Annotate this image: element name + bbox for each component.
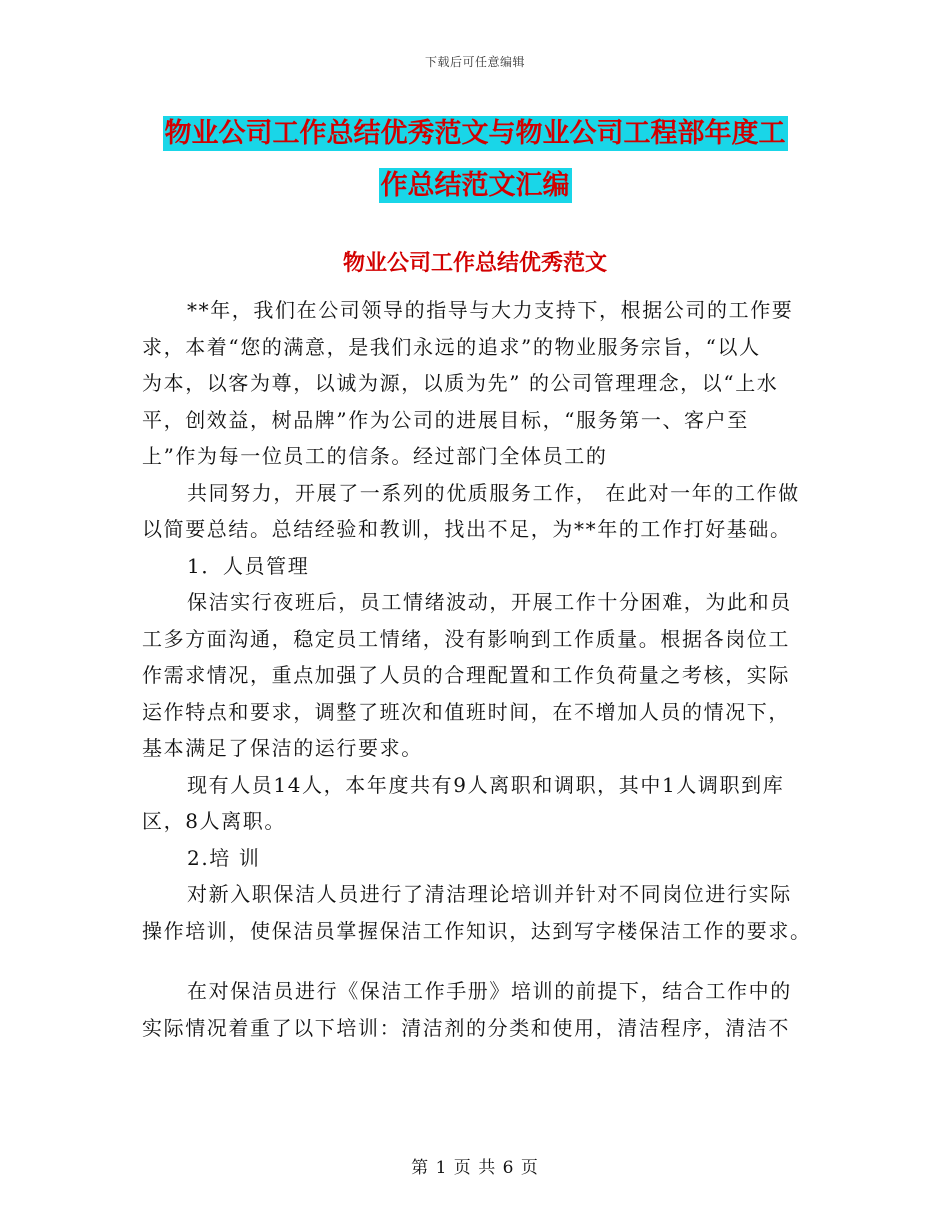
document-title [140, 108, 810, 212]
page-header: 下载后可任意编辑 [424, 55, 525, 69]
document-title-line-2: 作总结范文汇编 [380, 170, 570, 201]
paragraph-line: 区，8人离职。 [142, 809, 286, 833]
document-body [142, 292, 810, 1046]
paragraph-line: 工多方面沟通，稳定员工情绪，没有影响到工作质量。根据各岗位工 [142, 626, 790, 651]
paragraph-line: **年，我们在公司领导的指导与大力支持下，根据公司的工作要 [187, 298, 794, 322]
paragraph-line: 现有人员14人，本年度共有9人离职和调职，其中1人调职到库 [187, 772, 785, 797]
subsection-heading: 2.培 训 [187, 845, 261, 870]
paragraph-line: 保洁实行夜班后，员工情绪波动，开展工作十分困难，为此和员 [187, 590, 792, 614]
paragraph-line: 求，本着“您的满意，是我们永远的追求”的物业服务宗旨，“以人 [142, 334, 761, 359]
paragraph-line: 实际情况着重了以下培训：清洁剂的分类和使用，清洁程序，清洁不 [142, 1015, 790, 1040]
paragraph-line: 以简要总结。总结经验和教训，找出不足，为**年的工作打好基础。 [142, 517, 792, 541]
paragraph-line: 为本，以客为尊，以诚为源，以质为先” 的公司管理理念，以“上水 [142, 371, 779, 395]
paragraph-gap [142, 949, 810, 973]
paragraph-line: 共同努力，开展了一系列的优质服务工作， 在此对一年的工作做 [187, 480, 800, 505]
paragraph-line: 运作特点和要求，调整了班次和值班时间，在不增加人员的情况下， [142, 699, 790, 724]
subsection-heading: 1．人员管理 [187, 553, 310, 578]
paragraph-line: 平，创效益，树品牌”作为公司的进展目标，“服务第一、客户至 [142, 407, 749, 432]
section-title: 物业公司工作总结优秀范文 [342, 251, 607, 276]
document-title-line-1: 物业公司工作总结优秀范文与物业公司工程部年度工 [164, 118, 786, 149]
paragraph-line: 基本满足了保洁的运行要求。 [142, 736, 423, 760]
paragraph-line: 操作培训，使保洁员掌握保洁工作知识，达到写字楼保洁工作的要求。 [142, 918, 812, 943]
paragraph-line: 作需求情况，重点加强了人员的合理配置和工作负荷量之考核，实际 [142, 663, 790, 687]
page-footer: 第 1 页 共 6 页 [411, 1158, 539, 1178]
paragraph-line: 在对保洁员进行《保洁工作手册》培训的前提下，结合工作中的 [187, 979, 792, 1003]
paragraph-line: 对新入职保洁人员进行了清洁理论培训并针对不同岗位进行实际 [187, 882, 792, 906]
paragraph-line: 上”作为每一位员工的信条。经过部门全体员工的 [142, 444, 608, 468]
